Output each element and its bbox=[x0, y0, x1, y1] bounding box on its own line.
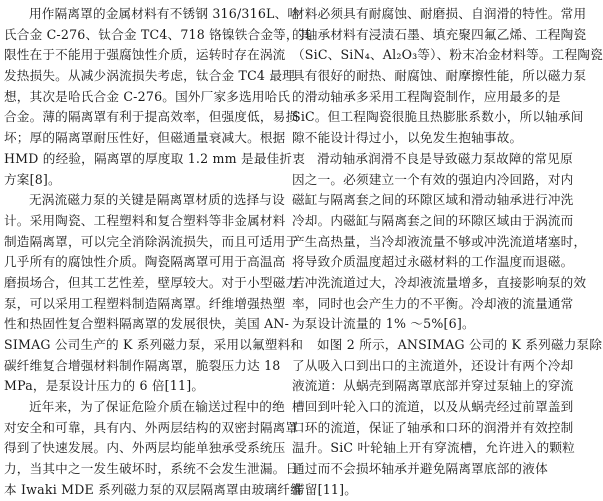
text-line: 制造隔离罩，可以完全消除涡流损失，而且可适用于 bbox=[4, 233, 299, 249]
text-line: 想，其次是哈氏合金 C-276。国外厂家多选用哈氏 bbox=[4, 88, 291, 104]
text-line: 将导致介质温度超过永磁材料的工作温度而退磁。 bbox=[292, 254, 574, 270]
text-line: 通过而不会损坏轴承并避免隔离罩底部的液体 bbox=[292, 461, 548, 477]
text-line: 氏合金 C-276、钛合金 TC4、718 铬镍铁合金等，其 bbox=[4, 26, 312, 42]
text-line: 口环的流道，保证了轴承和口环的润滑并有效控制 bbox=[292, 419, 574, 435]
text-line: 液流道：从蜗壳到隔离罩底部并穿过泵轴上的穿流 bbox=[292, 378, 574, 394]
text-line: 发热损失。从减少涡流损失考虑，钛合金 TC4 最理 bbox=[4, 68, 295, 84]
text-line: MPa，是泵设计压力的 6 倍[11]。 bbox=[4, 378, 205, 394]
text-line: 槽回到叶轮入口的流道，以及从蜗壳经过前罩盖到 bbox=[292, 399, 574, 415]
right-paragraph-2 bbox=[292, 149, 587, 335]
text-line: 磨损场合，但其工艺性差，壁厚较大。对于小型磁力 bbox=[4, 274, 299, 290]
text-line: 几乎所有的腐蚀性介质。陶瓷隔离罩可用于高温高 bbox=[4, 254, 286, 270]
right-paragraph-3 bbox=[292, 335, 603, 501]
text-line: 碳纤维复合增强材料制作隔离罩，脆裂压力达 18 bbox=[4, 357, 281, 373]
text-line: 的滑动轴承多采用工程陶瓷制作，应用最多的是 bbox=[292, 88, 561, 104]
text-line: 率，同时也会产生力的不平衡。冷却液的流量通常 bbox=[292, 295, 574, 311]
text-line: 方案[8]。 bbox=[4, 171, 61, 187]
text-line: 得到了快速发展。内、外两层均能单独承受系统压 bbox=[4, 440, 286, 456]
text-line: 具有很好的耐热、耐腐蚀、耐摩擦性能，所以磁力泵 bbox=[292, 68, 587, 84]
left-paragraph-3 bbox=[4, 397, 303, 500]
text-line: 坏；厚的隔离罩耐压性好，但磁通量衰减大。根据 bbox=[4, 130, 286, 146]
text-line: 磁缸与隔离套之间的环隙区域和滑动轴承进行冲洗 bbox=[292, 192, 574, 208]
text-line: 限性在于不能用于强腐蚀性介质，运转时存在涡流 bbox=[4, 47, 286, 63]
text-line: 计。采用陶瓷、工程塑料和复合塑料等非金属材料 bbox=[4, 212, 286, 228]
left-paragraph-1 bbox=[4, 4, 312, 190]
text-line: 无涡流磁力泵的关键是隔离罩材质的选择与设 bbox=[29, 192, 285, 208]
text-line: 材料必须具有耐腐蚀、耐磨损、自润滑的特性。常用 bbox=[292, 6, 587, 21]
text-line: 合金。薄的隔离罩有利于提高效率，但强度低，易损 bbox=[4, 109, 299, 125]
text-line: 近年来，为了保证危险介质在输送过程中的绝 bbox=[29, 399, 285, 415]
text-line: 泵，可以采用工程塑料制造隔离罩。纤维增强热塑 bbox=[4, 295, 286, 311]
left-column bbox=[4, 4, 312, 501]
text-line: 了从吸入口到出口的主流道外，还设计有两个冷却 bbox=[292, 357, 574, 373]
text-line: 的轴承材料有浸渍石墨、填充聚四氟乙烯、工程陶瓷 bbox=[292, 26, 587, 42]
text-line: 用作隔离罩的金属材料有不锈钢 316/316L、哈 bbox=[29, 6, 301, 21]
text-line: 滞留[11]。 bbox=[292, 481, 358, 497]
text-line: 力，当其中之一发生破坏时，系统不会发生泄漏。日 bbox=[4, 461, 299, 477]
text-line: 滑动轴承润滑不良是导致磁力泵故障的常见原 bbox=[317, 150, 573, 166]
text-line: SiC。但工程陶瓷很脆且热膨胀系数小，所以轴承间 bbox=[292, 109, 584, 125]
text-line: SIMAG 公司生产的 K 系列磁力泵，采用以氟塑料和 bbox=[4, 337, 304, 352]
right-paragraph-1 bbox=[292, 4, 603, 149]
text-line: HMD 的经验，隔离罩的厚度取 1.2 mm 是最佳折衷 bbox=[4, 150, 305, 166]
text-line: 隙不能设计得过小，以免发生抱轴事故。 bbox=[292, 130, 523, 146]
text-line: 温升。SiC 叶轮轴上开有穿流槽，允许进入的颗粒 bbox=[292, 440, 575, 456]
text-line: 产生高热量，当冷却液流量不够或冲洗流道堵塞时， bbox=[292, 233, 587, 249]
text-line: 因之一。必须建立一个有效的强迫内冷回路，对内 bbox=[292, 171, 574, 187]
text-line: 冷却。内磁缸与隔离套之间的环隙区域由于涡流而 bbox=[292, 212, 574, 228]
text-line: 性和热固性复合塑料隔离罩的发展很快，美国 AN- bbox=[4, 316, 290, 332]
text-line: 如图 2 所示，ANSIMAG 公司的 K 系列磁力泵除 bbox=[317, 337, 603, 352]
text-line: 为泵设计流量的 1% ～5%[6]。 bbox=[292, 316, 475, 332]
right-column bbox=[292, 4, 603, 501]
text-line: 若冲洗流道过大，冷却液流量增多，直接影响泵的效 bbox=[292, 274, 587, 290]
text-line: 本 Iwaki MDE 系列磁力泵的双层隔离罩由玻璃纤维 bbox=[4, 481, 303, 497]
text-line: （SiC、SiN₄、Al₂O₃等）、粉末冶金材料等。工程陶瓷 bbox=[292, 47, 603, 63]
left-paragraph-2 bbox=[4, 190, 304, 397]
text-line: 对安全和可靠，具有内、外两层结构的双密封隔离罩 bbox=[4, 419, 299, 435]
